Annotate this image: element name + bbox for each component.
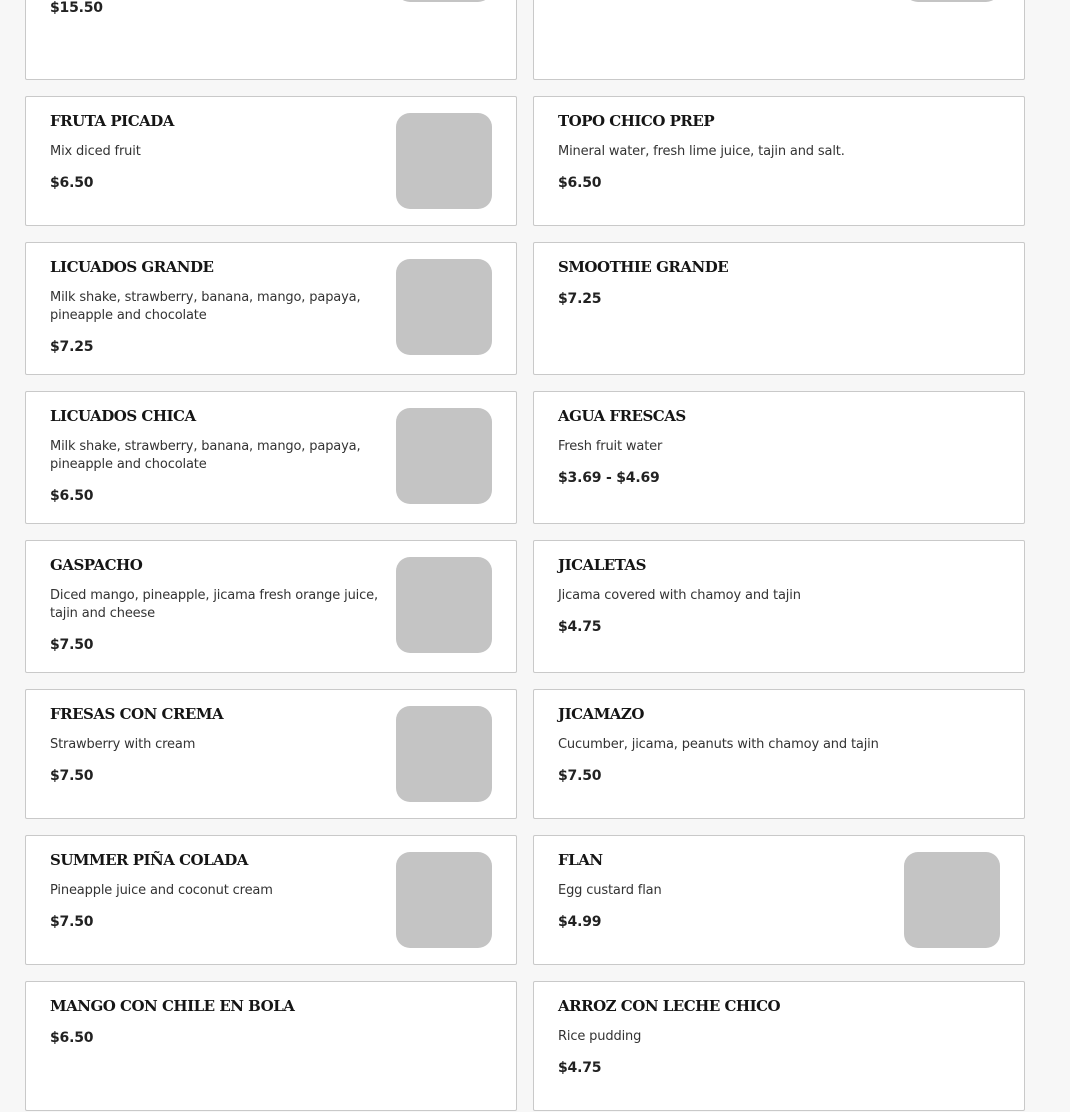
menu-item-text [50, 407, 384, 505]
menu-item-description: Milk shake, strawberry, banana, mango, papaya, pineapple and chocolate [50, 290, 361, 323]
menu-item-card[interactable] [533, 96, 1025, 226]
menu-item-text [558, 112, 998, 192]
menu-item-price: $7.50 [558, 768, 602, 784]
menu-item-card[interactable] [25, 835, 517, 965]
menu-item-card[interactable] [533, 540, 1025, 673]
menu-item-name: SMOOTHIE GRANDE [558, 258, 729, 276]
menu-item-card[interactable] [533, 981, 1025, 1111]
menu-item-card[interactable] [25, 981, 517, 1111]
menu-item-card[interactable] [25, 96, 517, 226]
menu-item-image [396, 557, 492, 653]
menu-item-description: Rice pudding [558, 1029, 642, 1044]
menu-item-description: Mix diced fruit [50, 144, 141, 159]
menu-item-description: Cucumber, jicama, peanuts with chamoy and tajin [558, 737, 879, 752]
menu-item-price: $6.50 [50, 1030, 94, 1046]
menu-item-image [396, 259, 492, 355]
menu-item-price: $7.25 [558, 291, 602, 307]
menu-item-text [50, 556, 384, 654]
menu-item-price: $15.50 [50, 0, 103, 16]
menu-item-card[interactable] [533, 835, 1025, 965]
menu-item-description: Diced mango, pineapple, jicama fresh orange juice, tajin and cheese [50, 588, 378, 621]
menu-item-description: Pineapple juice and coconut cream [50, 883, 273, 898]
menu-item-price: $7.50 [50, 637, 94, 653]
menu-item-card[interactable] [25, 242, 517, 375]
menu-item-image [396, 0, 492, 2]
menu-item-price: $6.50 [50, 175, 94, 191]
menu-item-name: ARROZ CON LECHE CHICO [558, 997, 781, 1015]
menu-item-price: $7.25 [50, 339, 94, 355]
menu-item-name: SUMMER PIÑA COLADA [50, 851, 248, 869]
menu-item-name: LICUADOS CHICA [50, 407, 196, 425]
menu-item-card[interactable] [533, 689, 1025, 819]
menu-item-card[interactable] [533, 0, 1025, 80]
menu-item-description: Fresh fruit water [558, 439, 663, 454]
menu-item-card[interactable] [25, 391, 517, 524]
menu-item-name: LICUADOS GRANDE [50, 258, 214, 276]
menu-item-price: $4.99 [558, 914, 602, 930]
menu-item-image [904, 0, 1000, 2]
menu-item-name: AGUA FRESCAS [558, 407, 686, 425]
menu-item-card[interactable] [25, 0, 517, 80]
menu-item-description: Strawberry with cream [50, 737, 196, 752]
menu-item-text [558, 705, 998, 785]
menu-item-description: Milk shake, strawberry, banana, mango, papaya, pineapple and chocolate [50, 439, 361, 472]
menu-item-card[interactable] [533, 242, 1025, 375]
menu-item-text [50, 0, 384, 17]
menu-item-card[interactable] [25, 540, 517, 673]
menu-item-price: $4.75 [558, 619, 602, 635]
menu-item-name: TOPO CHICO PREP [558, 112, 715, 130]
menu-item-description: Jicama covered with chamoy and tajin [558, 588, 801, 603]
menu-item-text [50, 112, 384, 192]
menu-item-price: $7.50 [50, 914, 94, 930]
menu-item-text [50, 705, 384, 785]
menu-item-description: Egg custard flan [558, 883, 662, 898]
menu-item-name: JICAMAZO [558, 705, 644, 723]
menu-item-image [396, 408, 492, 504]
menu-item-image [396, 706, 492, 802]
menu-item-price: $6.50 [50, 488, 94, 504]
menu-item-name: FRUTA PICADA [50, 112, 174, 130]
menu-item-price: $7.50 [50, 768, 94, 784]
menu-item-text [558, 997, 998, 1077]
menu-item-text [50, 258, 384, 356]
menu-item-name: GASPACHO [50, 556, 143, 574]
menu-item-name: FLAN [558, 851, 603, 869]
menu-item-card[interactable] [25, 689, 517, 819]
menu-item-text [50, 851, 384, 931]
menu-item-name: JICALETAS [558, 556, 646, 574]
menu-item-name: MANGO CON CHILE EN BOLA [50, 997, 295, 1015]
menu-item-image [904, 852, 1000, 948]
menu-item-card[interactable] [533, 391, 1025, 524]
menu-item-text [50, 997, 490, 1047]
menu-item-price: $6.50 [558, 175, 602, 191]
menu-item-name: FRESAS CON CREMA [50, 705, 224, 723]
menu-item-price: $4.75 [558, 1060, 602, 1076]
menu-item-image [396, 852, 492, 948]
menu-item-description: Mineral water, fresh lime juice, tajin and salt. [558, 144, 845, 159]
menu-item-image [396, 113, 492, 209]
menu-item-text [558, 556, 998, 636]
menu-item-price: $3.69 - $4.69 [558, 470, 660, 486]
menu-item-text [558, 407, 998, 487]
menu-item-text [558, 851, 892, 931]
menu-item-text [558, 258, 998, 308]
